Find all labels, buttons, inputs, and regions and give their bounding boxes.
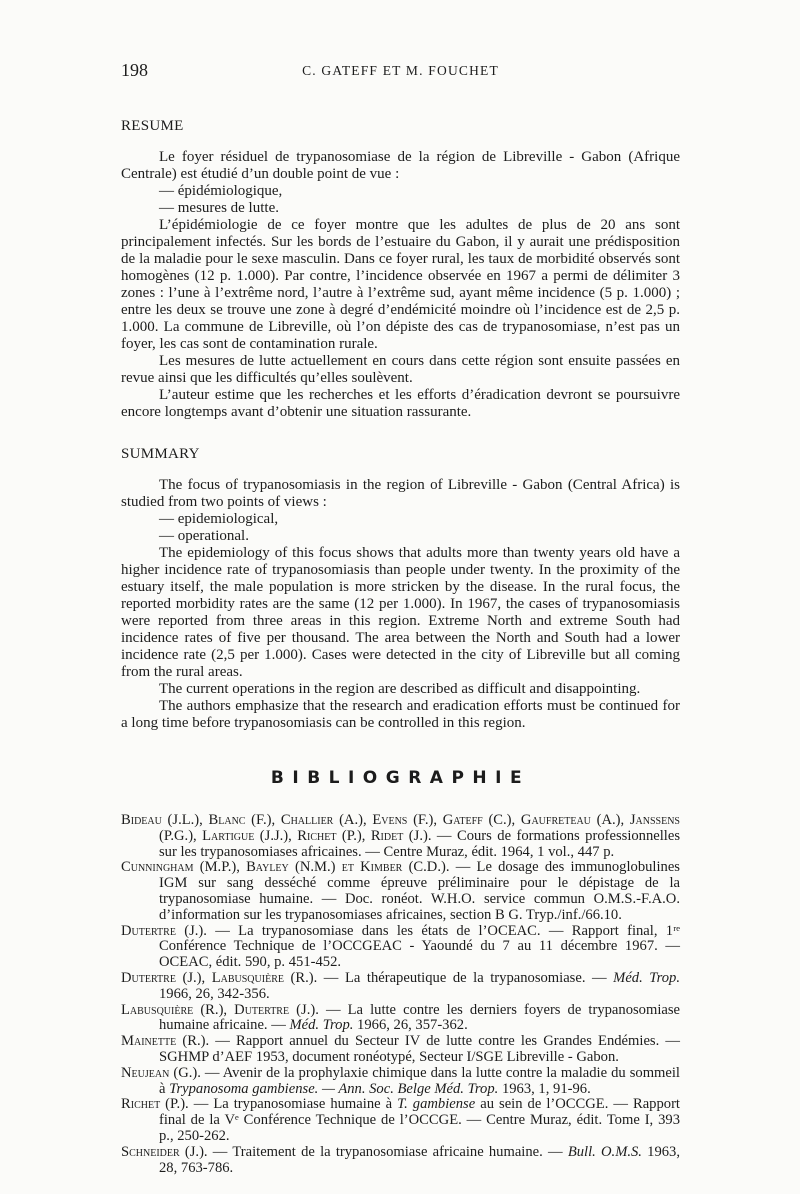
bibliography-section — [121, 768, 680, 1176]
ref-journal: Méd. Trop. — [613, 969, 680, 986]
ref-authors: Dutertre (J.). — [121, 922, 207, 939]
resume-paragraph: L’épidémiologie de ce foyer montre que les adultes de plus de 20 ans sont principalement infectés. Sur les bords de l’estuaire du Gabon, il y aurait une prédisposition de la maladie pour le sexe masculin. Dans ce foyer rural, les taux de morbidité observés sont homogènes (12 p. 1.000). Par contre, l’incidence observée en 1967 a permi de délimiter 3 zones : l’une à l’extrême nord, l’autre à l’extrême sud, ayant même incidence (5 p. 1.000) ; entre les deux se trouve une zone à degré d’endémicité moindre où l’incidence est de 2,5 p. 1.000. La commune de Libreville, où l’on dépiste des cas de trypanosomiase, n’est pas un foyer, les cas sont de contamination rurale. — [121, 217, 680, 352]
ref-text: — La trypanosomiase humaine à — [188, 1096, 398, 1113]
ref-text: — La lutte contre les derniers foyers de trypanosomiase humaine africaine. — — [159, 1001, 681, 1034]
ref-text: — Traitement de la trypanosomiase africaine humaine. — — [207, 1143, 568, 1160]
summary-paragraph: The current operations in the region are described as difficult and disappointing. — [159, 681, 641, 697]
ref-authors: Neujean (G.). — [121, 1064, 201, 1081]
bibliography-title: BIBLIOGRAPHIE — [270, 768, 531, 788]
bibliography-entry — [121, 1145, 680, 1177]
resume-section — [121, 117, 680, 421]
summary-paragraph: The focus of trypanosomiasis in the region of Libreville - Gabon (Central Africa) is studied from two points of views : — [121, 477, 680, 510]
page-number: 198 — [121, 60, 148, 80]
bibliography-entry — [121, 924, 680, 971]
spacer — [121, 732, 680, 768]
bibliography-entry — [121, 1003, 680, 1035]
summary-list-item: — epidemiological, — [159, 511, 279, 527]
bibliography-entry — [121, 813, 680, 860]
ref-authors: Richet (P.). — [121, 1096, 189, 1113]
ref-text: — Le dosage des immunoglobulines IGM sur sang desséché comme épreuve préliminaire pour le dépistage de la trypanosomiase humaine. — Doc. ronéot. W.H.O. service commun O.M.S.-F.A.O. d’information sur les trypanosomiases africaines, section B G. Tryp./inf./66.10. — [159, 859, 680, 923]
ref-text: — La trypanosomiase dans les états de l’OCEAC. — Rapport final, 1ʳᵉ Conférence Technique de l’OCCGEAC - Yaoundé du 7 au 11 décembre 1967. — OCEAC, édit. 590, p. 451-452. — [159, 922, 681, 971]
ref-authors: Mainette (R.). — [121, 1033, 210, 1050]
ref-journal: Bull. O.M.S. — [567, 1143, 642, 1160]
ref-tail: 1963, 1, 91-96. — [498, 1080, 591, 1097]
resume-paragraph: Le foyer résiduel de trypanosomiase de la région de Libreville - Gabon (Afrique Centrale) est étudié d’un double point de vue : — [121, 149, 680, 182]
ref-text: — La thérapeutique de la trypanosomiase. — — [317, 969, 614, 986]
ref-tail: au sein de l’OCCGE. — Rapport final de la Vᵉ Conférence Technique de l’OCCGE. — Centre Muraz, édit. Tome I, 393 p., 250-262. — [159, 1096, 680, 1144]
resume-paragraph: Les mesures de lutte actuellement en cours dans cette région sont ensuite passées en revue ainsi que les difficultés qu’elles soulèvent. — [121, 353, 680, 386]
summary-list-item: — operational. — [159, 528, 249, 544]
spacer — [121, 421, 680, 445]
ref-authors: Bideau (J.L.), Blanc (F.), Challier (A.), Evens (F.), Gateff (C.), Gaufreteau (A.), Janssens (P.G.), Lartigue (J.J.), Richet (P.), Ridet (J.). — [121, 812, 680, 844]
ref-journal: T. gambiense — [397, 1096, 476, 1113]
bibliography-entry — [121, 1097, 680, 1144]
resume-list-item: — épidémiologique, — [159, 183, 283, 199]
bibliography-entry — [121, 1034, 680, 1066]
page-content — [121, 117, 680, 1176]
ref-authors: Labusquière (R.), Dutertre (J.). — [121, 1001, 319, 1018]
ref-text: — Rapport annuel du Secteur IV de lutte contre les Grandes Endémies. — SGHMP d’AEF 1953, document ronéotypé, Secteur I/SGE Libreville - Gabon. — [159, 1033, 681, 1065]
ref-journal: Méd. Trop. — [289, 1017, 354, 1034]
bibliography-entry — [121, 860, 680, 923]
ref-text: — Avenir de la prophylaxie chimique dans la lutte contre la maladie du sommeil à — [159, 1064, 680, 1097]
bibliography-entry — [121, 1066, 680, 1098]
summary-paragraph: The authors emphasize that the research and eradication efforts must be continued for a long time before trypanosomiasis can be controlled in this region. — [121, 698, 680, 731]
resume-paragraph: L’auteur estime que les recherches et les efforts d’éradication devront se poursuivre encore longtemps avant d’obtenir une situation rassurante. — [121, 387, 680, 420]
ref-tail: 1966, 26, 342-356. — [159, 985, 270, 1002]
summary-paragraph: The epidemiology of this focus shows that adults more than twenty years old have a higher incidence rate of trypanosomiasis than people under twenty. In the proximity of the estuary itself, the male population is more stricken by the disease. In the rural focus, the reported morbidity rates are the same (12 per 1.000). In 1967, the cases of trypanosomiasis were reported from three areas in this region. Extreme North and extreme South had incidence rates of five per thousand. The area between the North and South had a lower incidence rate (2,5 per 1.000). Cases were detected in the city of Libreville but all coming from the rural areas. — [121, 545, 680, 680]
ref-journal: Trypanosoma gambiense. — Ann. Soc. Belge Méd. Trop. — [169, 1080, 499, 1097]
ref-authors: Dutertre (J.), Labusquière (R.). — [121, 969, 318, 986]
page-header — [121, 60, 680, 84]
resume-list-item: — mesures de lutte. — [159, 200, 279, 216]
summary-section — [121, 445, 680, 732]
bibliography-entry — [121, 971, 680, 1003]
ref-tail: 1963, 28, 763-786. — [159, 1143, 681, 1176]
ref-authors: Schneider (J.). — [121, 1143, 208, 1160]
running-title: C. GATEFF ET M. FOUCHET — [302, 63, 499, 78]
ref-authors: Cunningham (M.P.), Bayley (N.M.) et Kimber (C.D.). — [121, 859, 450, 876]
ref-text: — Cours de formations professionnelles sur les trypanosomiases africaines. — Centre Muraz, édit. 1964, 1 vol., 447 p. — [159, 827, 681, 860]
ref-tail: 1966, 26, 357-362. — [353, 1017, 468, 1034]
summary-title: SUMMARY — [121, 446, 200, 462]
resume-title: RESUME — [121, 118, 184, 134]
